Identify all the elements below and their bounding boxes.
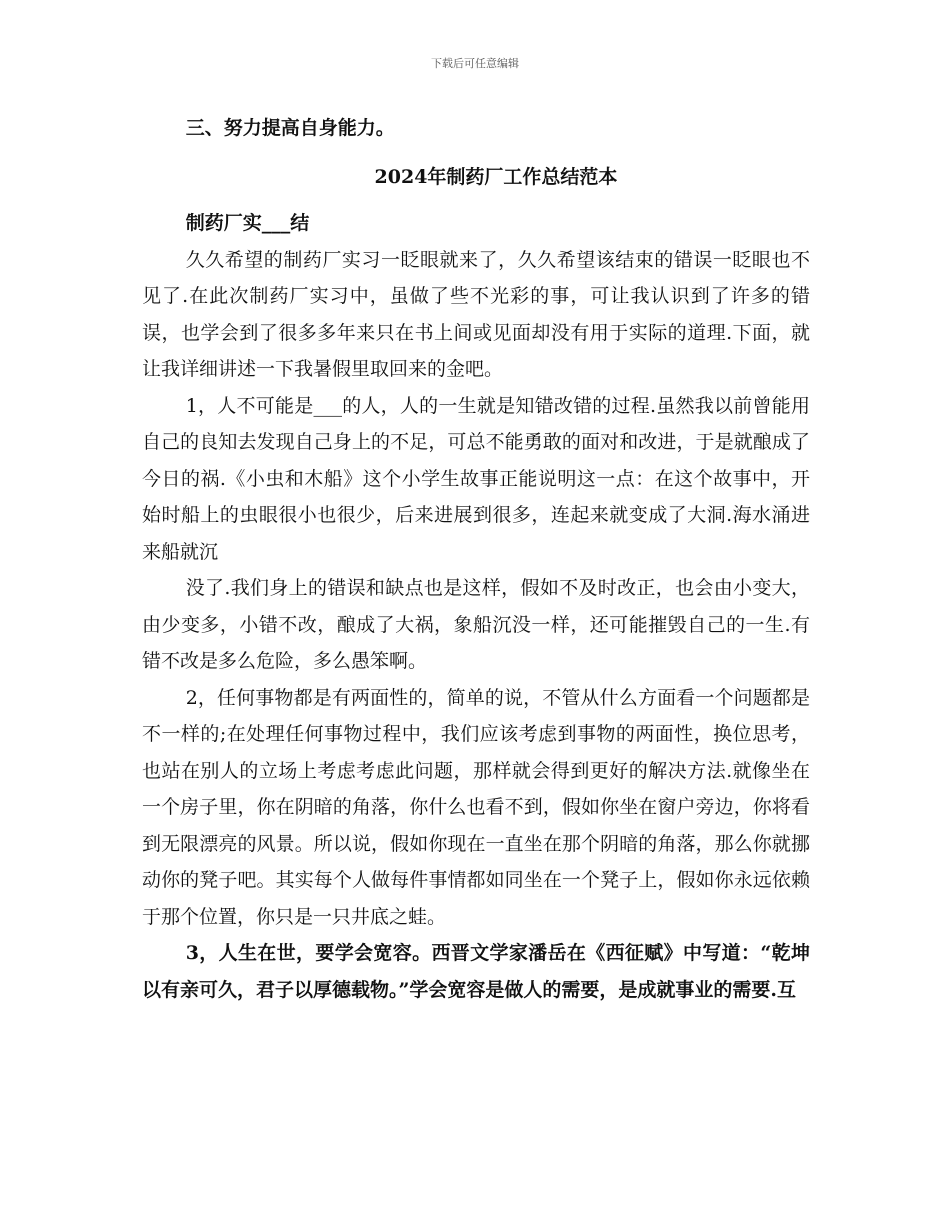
paragraph-point-1-continued: 没了.我们身上的错误和缺点也是这样，假如不及时改正，也会由小变大，由少变多，小错不改，酿成了大祸，象船沉没一样，还可能摧毁自己的一生.有错不改是多么危险，多么愚笨啊。 [142,577,810,672]
section-heading: 三、努力提高自身能力。 [185,117,395,139]
paragraph-point-3: 3，人生在世，要学会宽容。西晋文学家潘岳在《西征赋》中写道：“乾坤以有亲可久，君子以厚德载物。”学会宽容是做人的需要，是成就事业的需要.互 [142,942,810,1001]
paragraph-intro: 久久希望的制药厂实习一眨眼就来了，久久希望该结束的错误一眨眼也不见了.在此次制药厂实习中，虽做了些不光彩的事，可让我认识到了许多的错误，也学会到了很多多年来只在书上间或见面却没有用于实际的道理.下面，就让我详细讲述一下我暑假里取回来的金吧。 [142,248,810,380]
page-header: 下载后可任意编辑 [431,57,519,70]
document-body [142,110,810,1008]
document-subheading: 制药厂实___结 [185,212,310,234]
paragraph-point-1: 1，人不可能是___的人，人的一生就是知错改错的过程.虽然我以前曾能用自己的良知去发现自己身上的不足，可总不能勇敢的面对和改进，于是就酿成了今日的祸.《小虫和木船》这个小学生故事正能说明这一点：在这个故事中，开始时船上的虫眼很小也很少，后来进展到很多，连起来就变成了大洞.海水涌进来船就沉 [142,394,810,563]
paragraph-point-2: 2，任何事物都是有两面性的，简单的说，不管从什么方面看一个问题都是不一样的;在处理任何事物过程中，我们应该考虑到事物的两面性，换位思考，也站在别人的立场上考虑考虑此问题，那样就会得到更好的解决方法.就像坐在一个房子里，你在阴暗的角落，你什么也看不到，假如你坐在窗户旁边，你将看到无限漂亮的风景。所以说，假如你现在一直坐在那个阴暗的角落，那么你就挪动你的凳子吧。其实每个人做每件事情都如同坐在一个凳子上，假如你永远依赖于那个位置，你只是一只井底之蛙。 [142,686,810,928]
document-title: 2024年制药厂工作总结范本 [374,165,618,188]
